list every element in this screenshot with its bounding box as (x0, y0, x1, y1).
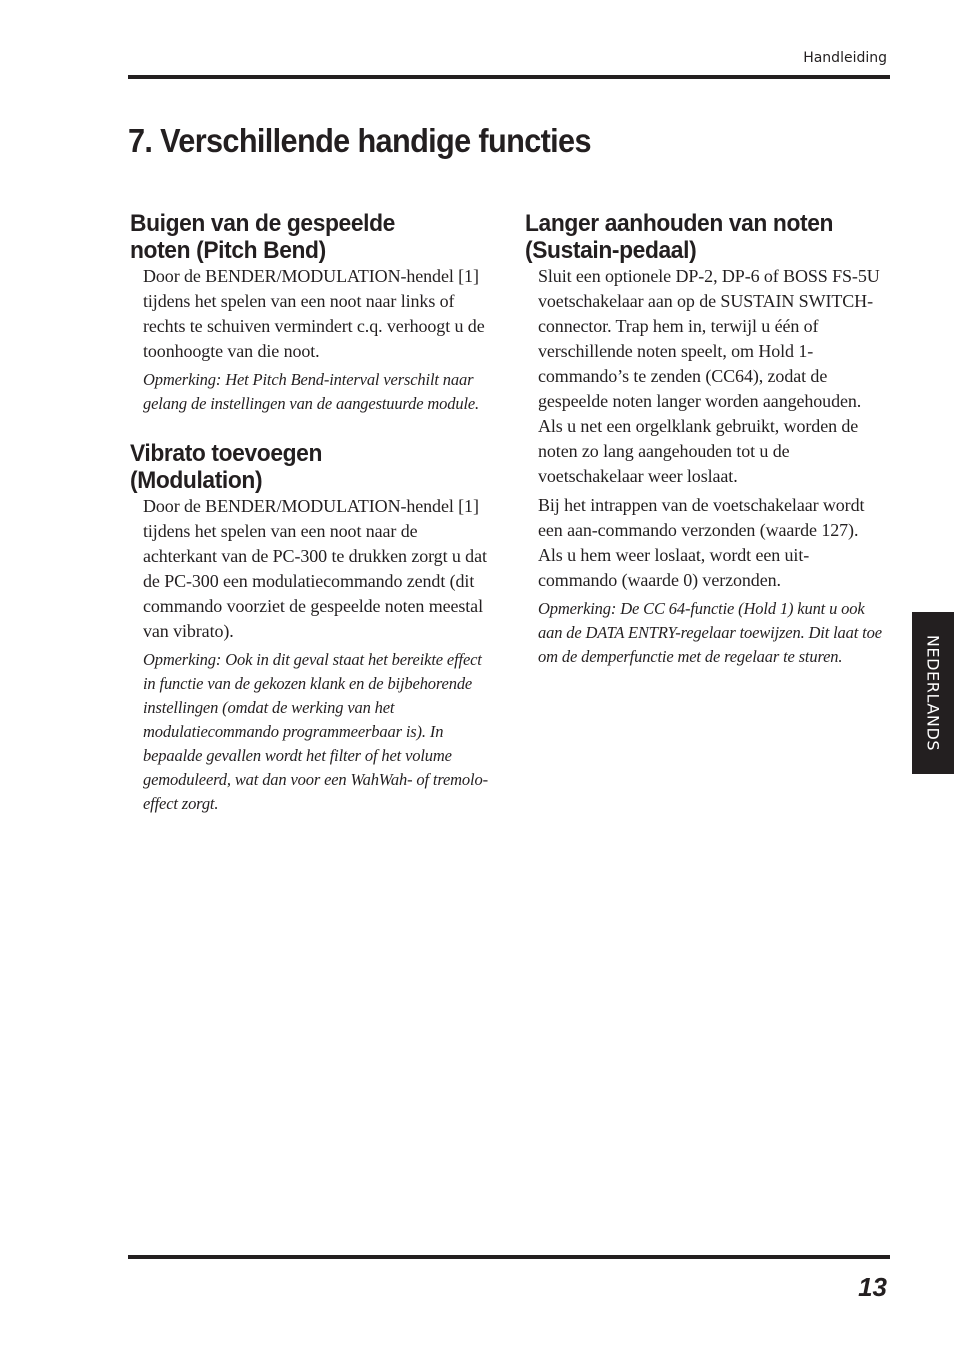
chapter-title: 7. Verschillende handige functies (128, 122, 591, 159)
heading-line: Langer aanhouden van noten (525, 210, 834, 237)
left-column (130, 210, 495, 820)
body-paragraph: Door de BENDER/MODULATION-hendel [1] tijdens het spelen van een noot naar de achterkant van de PC-300 te drukken zorgt u dat de PC-300 een modulatiecommando zendt (dit commando voorziet de gespeelde noten meestal van vibrato). (143, 496, 487, 641)
heading-line: Vibrato toevoegen (130, 440, 323, 467)
right-column (525, 210, 885, 673)
heading-line: (Modulation) (130, 467, 263, 494)
body-paragraph: Door de BENDER/MODULATION-hendel [1] tijdens het spelen van een noot naar links of rechts te schuiven vermindert c.q. verhoogt u de toonhoogte van die noot. (143, 266, 485, 361)
page-number: 13 (858, 1272, 887, 1302)
language-tab (912, 612, 954, 774)
body-paragraph: Sluit een optionele DP-2, DP-6 of BOSS FS-5U voetschakelaar aan op de SUSTAIN SWITCH-connector. Trap hem in, terwijl u één of verschillende noten speelt, om Hold 1-commando’s te zenden (CC64), zodat de gespeelde noten langer worden aangehouden. Als u net een orgelklank gebruikt, worden de noten zo lang aangehouden tot u de voetschakelaar weer loslaat. (538, 266, 880, 486)
heading-line: noten (Pitch Bend) (130, 237, 326, 264)
section-heading (525, 210, 867, 264)
heading-line: Buigen van de gespeelde (130, 210, 395, 237)
section-modulation (130, 440, 495, 816)
body-paragraph: Bij het intrappen van de voetschakelaar wordt een aan-commando verzonden (waarde 127). Als u hem weer loslaat, wordt een uit-commando (waarde 0) verzonden. (538, 495, 865, 590)
note-paragraph: Opmerking: Ook in dit geval staat het bereikte effect in functie van de gekozen klank en de bijbehorende instellingen (omdat de werking van het modulatiecommando programmeerbaar is). In bepaalde gevallen wordt het filter of het volume gemoduleerd, wat dan voor een WahWah- of tremolo-effect zorgt. (143, 650, 488, 813)
section-heading (130, 210, 477, 264)
running-head: Handleiding (803, 50, 887, 66)
language-tab-label: NEDERLANDS (923, 634, 943, 752)
heading-line: (Sustain-pedaal) (525, 237, 697, 264)
section-heading (130, 440, 477, 494)
note-paragraph: Opmerking: Het Pitch Bend-interval verschilt naar gelang de instellingen van de aangestuurde module. (143, 370, 480, 413)
header-rule (128, 75, 890, 79)
section-pitch-bend (130, 210, 495, 416)
note-paragraph: Opmerking: De CC 64-functie (Hold 1) kunt u ook aan de DATA ENTRY-regelaar toewijzen. Dit laat toe om de demperfunctie met de regelaar te sturen. (538, 599, 882, 666)
footer-rule (128, 1255, 890, 1259)
section-sustain (525, 210, 885, 669)
